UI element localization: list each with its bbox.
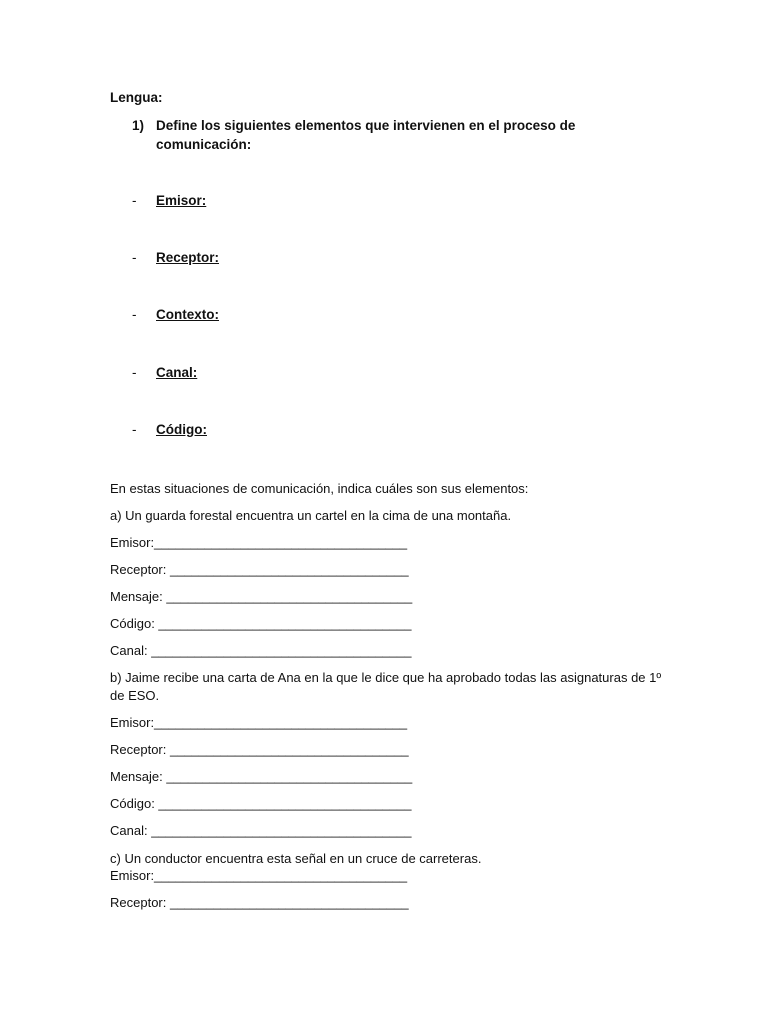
subject-heading: Lengua:: [110, 90, 163, 105]
definition-term: Receptor:: [156, 250, 220, 265]
answer-field-mensaje[interactable]: Mensaje: __________________________________: [110, 589, 413, 604]
answer-field-receptor[interactable]: Receptor: _________________________________: [110, 895, 409, 910]
answer-field-mensaje[interactable]: Mensaje: __________________________________: [110, 769, 413, 784]
situation-c-text: c) Un conductor encuentra esta señal en un cruce de carreteras.: [110, 851, 482, 866]
answer-field-receptor[interactable]: Receptor: _________________________________: [110, 742, 409, 757]
list-dash: -: [132, 250, 137, 265]
list-dash: -: [132, 193, 137, 208]
question-number: 1): [132, 118, 145, 133]
answer-field-canal[interactable]: Canal: ____________________________________: [110, 823, 412, 838]
definition-term: Emisor:: [156, 193, 207, 208]
instruction-text: En estas situaciones de comunicación, indica cuáles son sus elementos:: [110, 481, 529, 496]
definition-term: Canal:: [156, 365, 198, 380]
answer-field-emisor[interactable]: Emisor:___________________________________: [110, 715, 408, 730]
answer-field-emisor[interactable]: Emisor:___________________________________: [110, 868, 408, 883]
list-dash: -: [132, 365, 137, 380]
answer-field-canal[interactable]: Canal: ____________________________________: [110, 643, 412, 658]
definition-term: Código:: [156, 422, 207, 437]
definition-term: Contexto:: [156, 307, 219, 322]
answer-field-emisor[interactable]: Emisor:___________________________________: [110, 535, 408, 550]
question-text-line2: comunicación:: [156, 137, 252, 152]
list-dash: -: [132, 307, 137, 322]
situation-b-text-line1: b) Jaime recibe una carta de Ana en la que le dice que ha aprobado todas las asignaturas de 1º: [110, 670, 662, 685]
situation-b-text-line2: de ESO.: [110, 688, 160, 703]
question-text-line1: Define los siguientes elementos que intervienen en el proceso de: [156, 118, 576, 133]
situation-a-text: a) Un guarda forestal encuentra un cartel en la cima de una montaña.: [110, 508, 512, 523]
list-dash: -: [132, 422, 137, 437]
answer-field-codigo[interactable]: Código: ___________________________________: [110, 796, 412, 811]
answer-field-codigo[interactable]: Código: ___________________________________: [110, 616, 412, 631]
answer-field-receptor[interactable]: Receptor: _________________________________: [110, 562, 409, 577]
